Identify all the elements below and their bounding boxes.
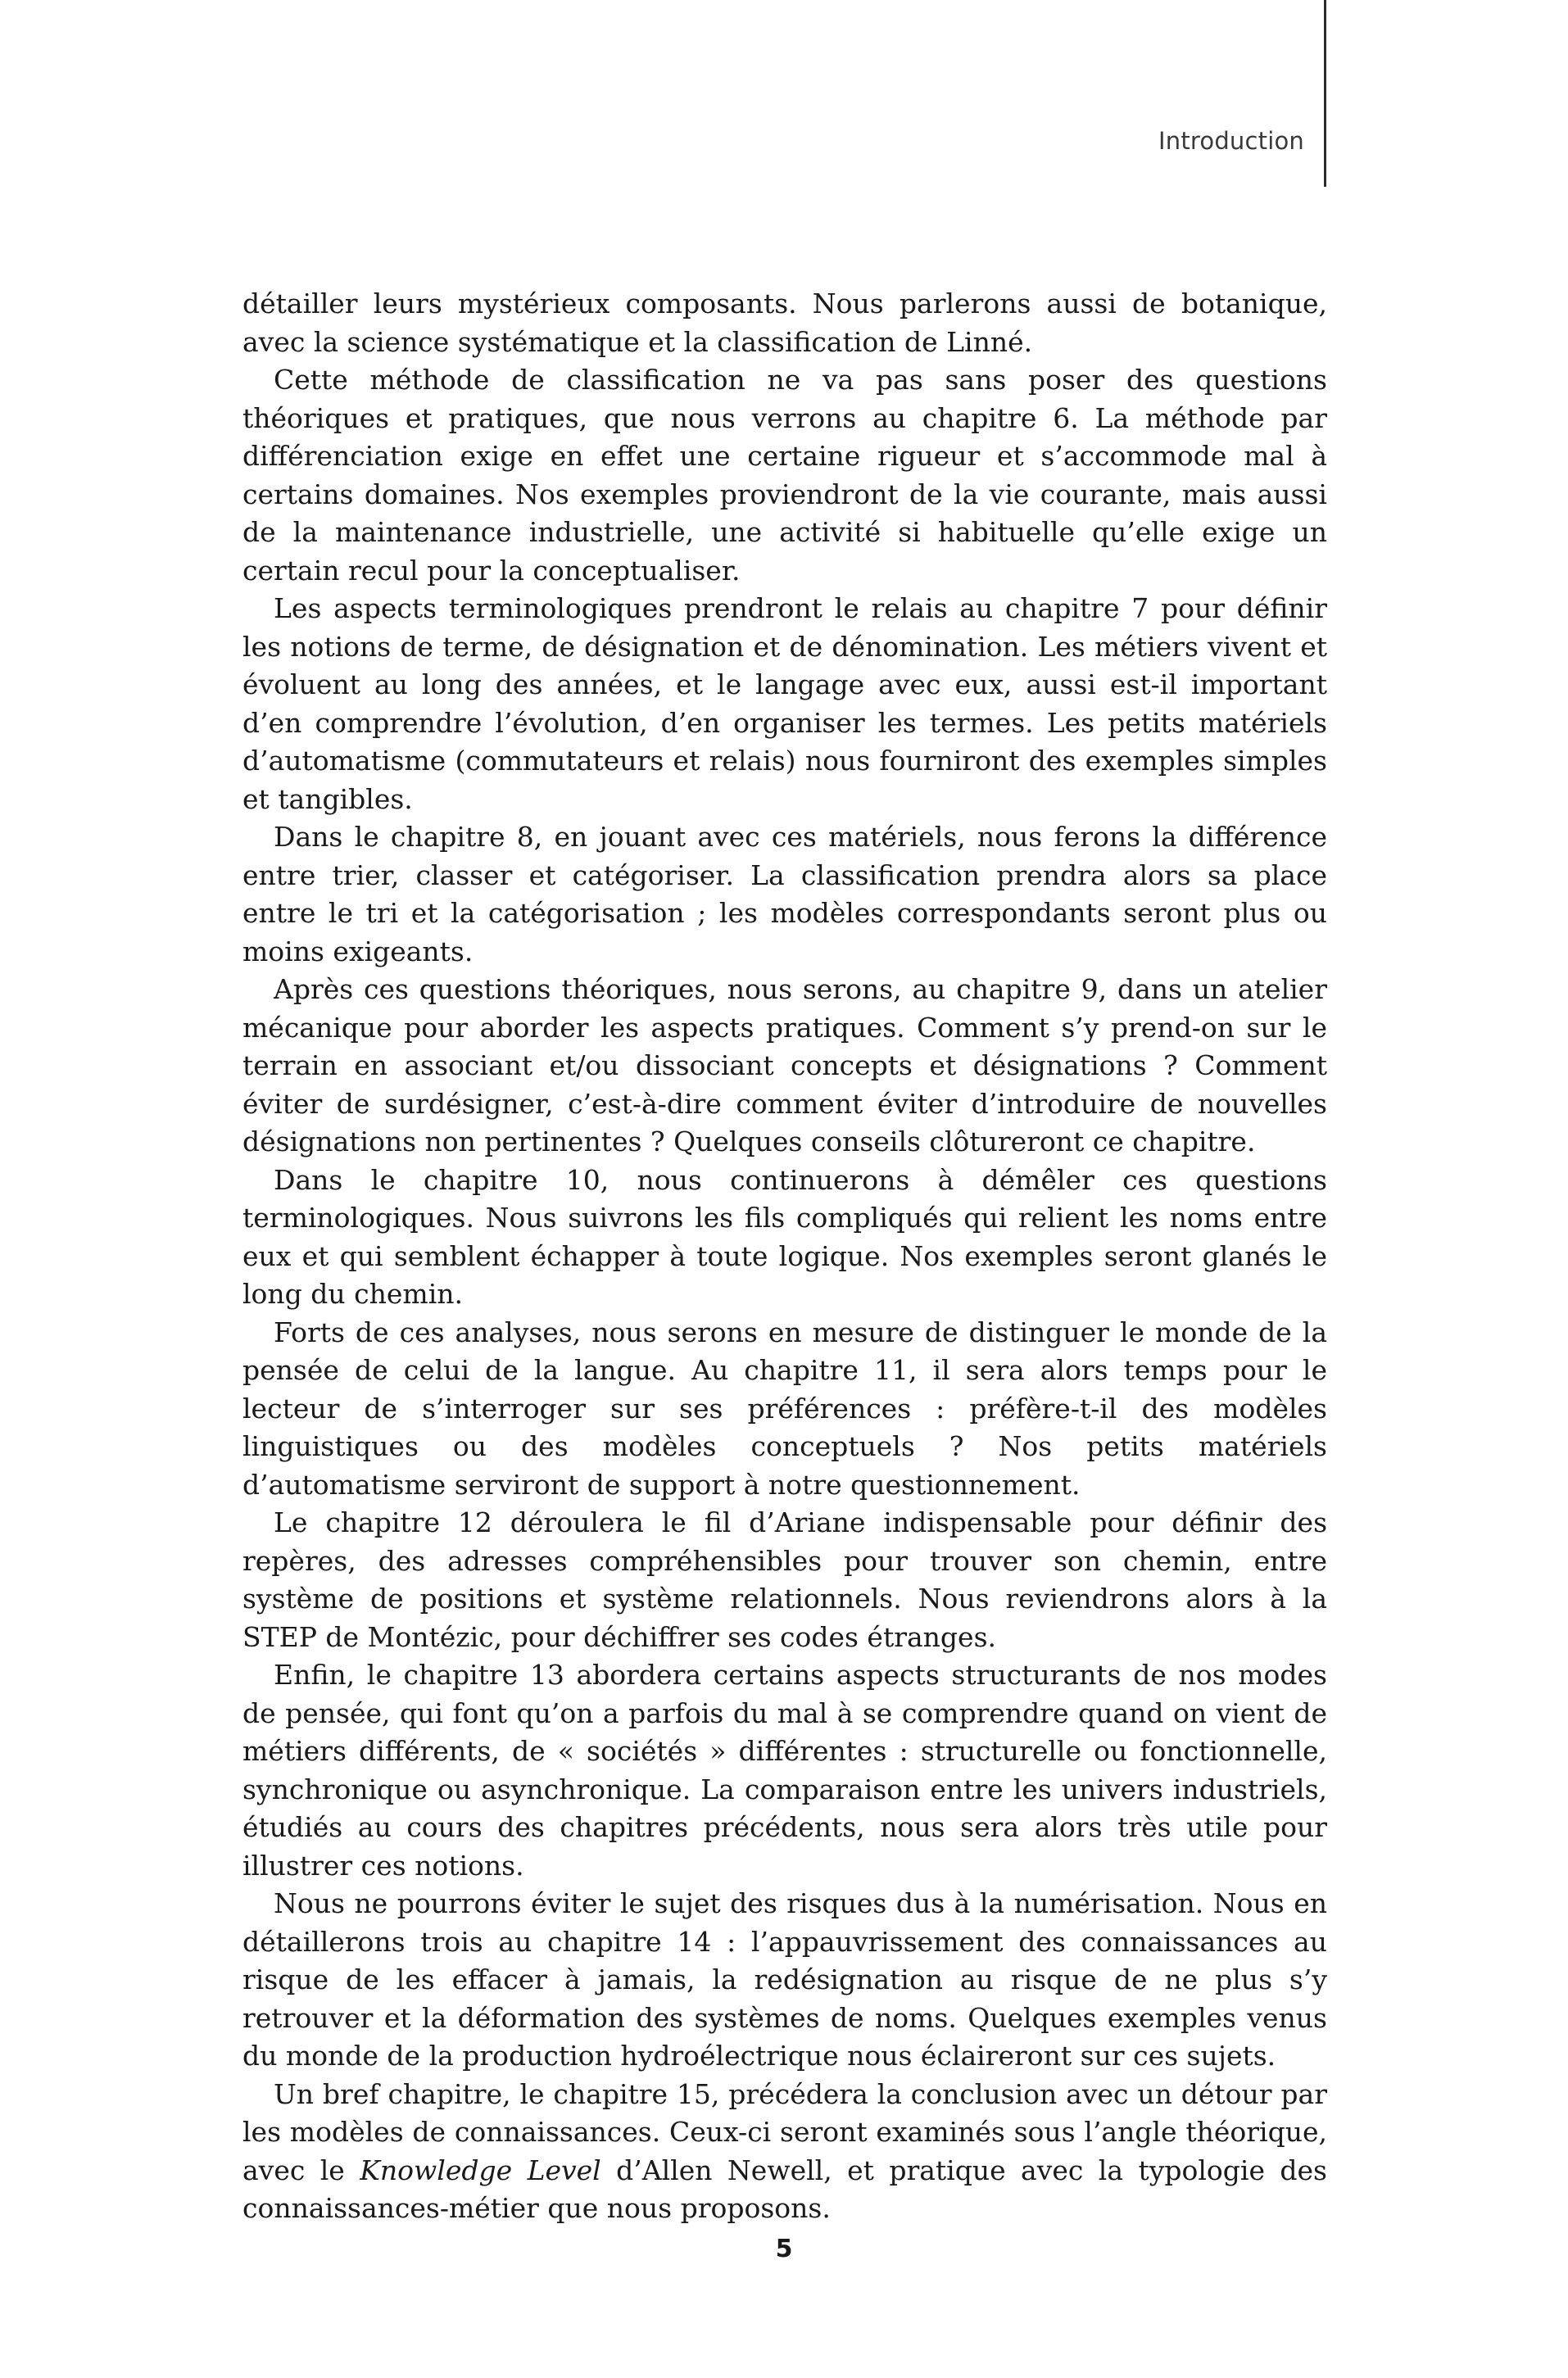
paragraph: Dans le chapitre 10, nous continuerons à démêler ces questions terminologiques. Nous suivrons les fils compliqués qui relient les noms entre eux et qui semblent échapper à toute logique. Nos exemples seront glanés le long du chemin. <box>242 1163 1327 1310</box>
paragraph-text: Un bref chapitre, le chapitre 15, précédera la conclusion avec un détour par les modèles de connaissances. Ceux-ci seront examinés sous l’angle théorique, avec le <box>242 2077 1327 2186</box>
paragraph: détailler leurs mystérieux composants. Nous parlerons aussi de botanique, avec la science systématique et la classification de Linné. <box>242 288 1327 358</box>
paragraph: Forts de ces analyses, nous serons en mesure de distinguer le monde de la pensée de celui de la langue. Au chapitre 11, il sera alors temps pour le lecteur de s’interroger sur ses préférences : préfère-t-il des modèles linguistiques ou des modèles conceptuels ? Nos petits matériels d’automatisme serviront de support à notre questionnement. <box>242 1316 1327 1501</box>
running-head: Introduction <box>1158 127 1304 155</box>
paragraph <box>242 2076 1327 2228</box>
paragraph: Enfin, le chapitre 13 abordera certains aspects structurants de nos modes de pensée, qui font qu’on a parfois du mal à se comprendre quand on vient de métiers différents, de « sociétés » différentes : structurelle ou fonctionnelle, synchronique ou asynchronique. La comparaison entre les univers industriels, étudiés au cours des chapitres précédents, nous sera alors très utile pour illustrer ces notions. <box>242 1659 1327 1882</box>
italic-title: Knowledge Level <box>360 2154 601 2186</box>
paragraph: Nous ne pourrons éviter le sujet des risques dus à la numérisation. Nous en détaillerons trois au chapitre 14 : l’appauvrissement des connaissances au risque de les effacer à jamais, la redésignation au risque de ne plus s’y retrouver et la déformation des systèmes de noms. Quelques exemples venus du monde de la production hydroélectrique nous éclaireront sur ces sujets. <box>242 1887 1327 2072</box>
paragraph: Cette méthode de classification ne va pas sans poser des questions théoriques et pratiques, que nous verrons au chapitre 6. La méthode par différenciation exige en effet une certaine rigueur et s’accommode mal à certains domaines. Nos exemples proviendront de la vie courante, mais aussi de la maintenance industrielle, une activité si habituelle qu’elle exige un certain recul pour la conceptualiser. <box>242 364 1327 587</box>
paragraph: Le chapitre 12 déroulera le fil d’Ariane indispensable pour définir des repères, des adresses compréhensibles pour trouver son chemin, entre système de positions et système relationnels. Nous reviendrons alors à la STEP de Montézic, pour déchiffrer ses codes étranges. <box>242 1506 1327 1653</box>
body-text <box>242 285 1327 2228</box>
page-number: 5 <box>775 2235 793 2263</box>
header-rule <box>1324 0 1326 187</box>
paragraph: Après ces questions théoriques, nous serons, au chapitre 9, dans un atelier mécanique pour aborder les aspects pratiques. Comment s’y prend-on sur le terrain en associant et/ou dissociant concepts et désignations ? Comment éviter de surdésigner, c’est-à-dire comment éviter d’introduire de nouvelles désignations non pertinentes ? Quelques conseils clôtureront ce chapitre. <box>242 973 1327 1157</box>
paragraph-text: d’Allen Newell, et pratique avec la typologie des connaissances-métier que nous proposons. <box>242 2154 1327 2224</box>
paragraph: Dans le chapitre 8, en jouant avec ces matériels, nous ferons la différence entre trier, classer et catégoriser. La classification prendra alors sa place entre le tri et la catégorisation ; les modèles correspondants seront plus ou moins exigeants. <box>242 821 1327 967</box>
paragraph: Les aspects terminologiques prendront le relais au chapitre 7 pour définir les notions de terme, de désignation et de dénomination. Les métiers vivent et évoluent au long des années, et le langage avec eux, aussi est-il important d’en comprendre l’évolution, d’en organiser les termes. Les petits matériels d’automatisme (commutateurs et relais) nous fourniront des exemples simples et tangibles. <box>242 592 1327 815</box>
